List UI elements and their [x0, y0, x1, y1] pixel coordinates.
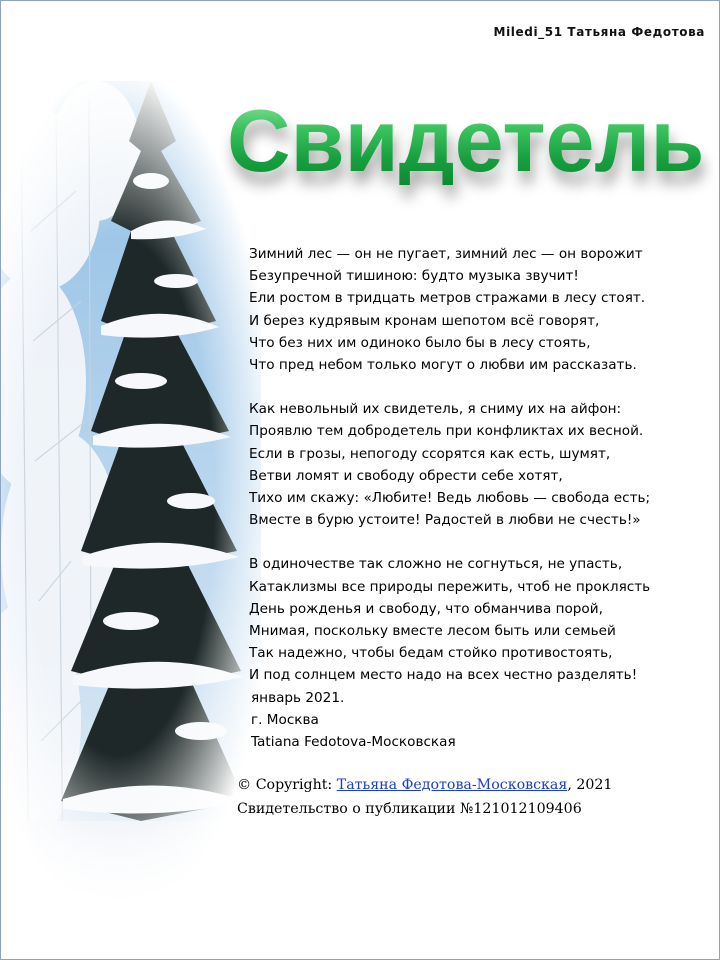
poem-line: Проявлю тем добродетель при конфликтах их весной.	[249, 423, 644, 440]
poem-line: Ветви ломят и свободу обрести себе хотят,	[249, 467, 563, 484]
poem-date: январь 2021.	[251, 689, 345, 706]
stanza-3	[249, 553, 714, 686]
poem-line: В одиночестве так сложно не согнуться, не упасть,	[249, 556, 623, 573]
poem-line: Ели ростом в тридцать метров стражами в лесу стоят.	[249, 290, 646, 307]
poem-author-signature: Tatiana Fedotova-Московская	[251, 734, 456, 751]
poem-line: Если в грозы, непогоду ссорятся как есть, шумят,	[249, 445, 611, 462]
poem-line: Безупречной тишиною: будто музыка звучит!	[249, 268, 579, 285]
publication-certificate: Свидетельство о публикации №121012109406	[237, 801, 582, 817]
page-title: Свидетель	[227, 91, 705, 190]
poem-line: И берез кудрявым кронам шепотом всё говорят,	[249, 312, 600, 329]
poem-line: Что без них им одиноко было бы в лесу стоять,	[249, 334, 591, 351]
poem-line: Как невольный их свидетель, я сниму их на айфон:	[249, 401, 622, 418]
copyright-prefix: © Copyright:	[237, 777, 337, 793]
winter-forest-icon	[1, 81, 261, 911]
poem-line: Мнимая, поскольку вместе лесом быть или семьей	[249, 623, 616, 640]
author-header: Miledi_51 Татьяна Федотова	[493, 25, 705, 39]
copyright-line	[237, 773, 612, 797]
poem-line: Так надежно, чтобы бедам стойко противостоять,	[249, 645, 613, 662]
stanza-2	[249, 398, 714, 531]
poem-line: Вместе в бурю устоите! Радостей в любви не счесть!»	[249, 512, 641, 529]
stanza-1	[249, 243, 714, 376]
poem-line: День рожденья и свободу, что обманчива порой,	[249, 600, 603, 617]
author-link[interactable]: Татьяна Федотова-Московская	[336, 777, 568, 793]
copyright-year: , 2021	[567, 777, 613, 793]
poem-line: Зимний лес — он не пугает, зимний лес — он ворожит	[249, 246, 643, 262]
winter-forest-image	[1, 81, 261, 911]
poem-line: И под солнцем место надо на всех честно разделять!	[249, 667, 638, 684]
poem-line: Катаклизмы все природы пережить, чтоб не проклясть	[249, 578, 651, 595]
poem-city: г. Москва	[251, 711, 319, 728]
copyright-block	[237, 773, 612, 821]
poem-text	[249, 243, 714, 753]
poem-signature	[249, 687, 714, 754]
poem-line: Что пред небом только могут о любви им рассказать.	[249, 357, 637, 374]
poem-line: Тихо им скажу: «Любите! Ведь любовь — свобода есть;	[249, 490, 651, 507]
